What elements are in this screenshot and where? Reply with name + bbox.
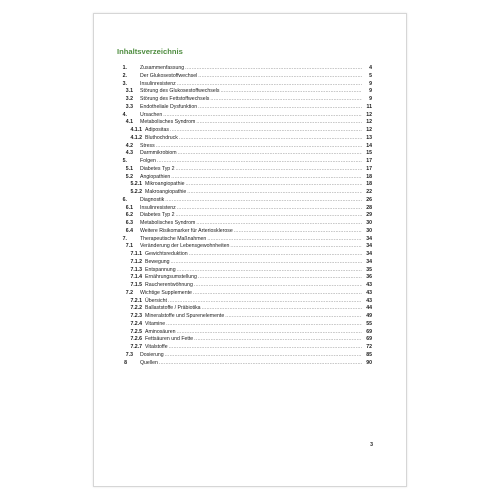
toc-entry-line bbox=[140, 220, 372, 228]
toc-entry bbox=[116, 290, 372, 298]
toc-entry-number: 7.2 bbox=[125, 289, 133, 296]
toc-entry-number: 2. bbox=[122, 72, 127, 79]
toc-entry-title: Folgen bbox=[140, 158, 156, 164]
dot-leader bbox=[163, 112, 362, 120]
toc-entry bbox=[116, 150, 372, 158]
toc-entry-number: 7.2.1 bbox=[130, 297, 142, 304]
toc-entry-number: 5.2.2 bbox=[130, 189, 142, 195]
toc-entry-title: Endotheliale Dysfunktion bbox=[140, 103, 198, 110]
toc-entry-line bbox=[145, 135, 372, 143]
toc-entry-title: Der Glukosestoffwechsel bbox=[140, 72, 198, 79]
toc-entry-page: 13 bbox=[366, 134, 372, 141]
toc-entry-number: 4.1.2 bbox=[130, 134, 142, 141]
toc-entry-number: 7.1.1 bbox=[130, 251, 142, 257]
dot-leader bbox=[165, 352, 362, 360]
toc-entry-line bbox=[145, 298, 372, 306]
toc-entry-line bbox=[140, 73, 372, 81]
dot-leader bbox=[187, 189, 362, 197]
toc-entry-number: 3. bbox=[122, 80, 127, 87]
toc-entry-number: 7.1.2 bbox=[130, 258, 142, 265]
toc-entry-line bbox=[140, 143, 372, 151]
toc-entry-title: Bewegung bbox=[145, 258, 170, 265]
dot-leader bbox=[159, 360, 362, 368]
toc-entry-number: 5.2 bbox=[125, 173, 133, 180]
toc-entry-title: Ernährungsumstellung bbox=[145, 274, 197, 281]
toc-entry-page: 12 bbox=[366, 111, 372, 118]
toc-entry-page: 34 bbox=[366, 235, 372, 242]
dot-leader bbox=[194, 282, 362, 290]
dot-leader bbox=[177, 205, 362, 213]
toc-entry-line bbox=[145, 321, 372, 329]
toc-entry-number: 3.1 bbox=[125, 88, 133, 95]
toc-entry-line bbox=[140, 81, 372, 89]
dot-leader bbox=[177, 81, 362, 89]
toc-entry-page: 43 bbox=[366, 289, 372, 296]
toc-entry-title: Entspannung bbox=[145, 266, 176, 273]
toc-entry-title: Vitalstoffe bbox=[145, 344, 168, 350]
toc-entry-title: Mikroangiopathie bbox=[145, 181, 185, 188]
toc-entry-number: 7.1.4 bbox=[130, 274, 142, 281]
toc-entry-number: 3.3 bbox=[125, 103, 133, 110]
toc-entry bbox=[116, 158, 372, 166]
toc-entry-title: Bluthochdruck bbox=[145, 134, 178, 141]
toc-entry-number: 7.1.5 bbox=[130, 282, 142, 288]
toc-entry-title: Diagnostik bbox=[140, 196, 165, 203]
dot-leader bbox=[179, 135, 362, 143]
toc-entry-number: 6.4 bbox=[125, 227, 133, 234]
toc-entry-page: 44 bbox=[366, 305, 372, 312]
toc-entry bbox=[116, 166, 372, 174]
toc-entry-number: 7.2.7 bbox=[130, 344, 142, 350]
toc-entry bbox=[116, 197, 372, 205]
toc-entry-page: 14 bbox=[366, 142, 372, 149]
dot-leader bbox=[210, 96, 362, 104]
dot-leader bbox=[157, 158, 362, 166]
toc-entry-line bbox=[145, 313, 372, 321]
toc-entry bbox=[116, 189, 372, 197]
toc-entry-number: 6.3 bbox=[125, 220, 133, 226]
toc-entry-number: 4.1.1 bbox=[130, 127, 142, 133]
dot-leader bbox=[177, 329, 362, 337]
dot-leader bbox=[198, 73, 362, 81]
toc-entry-page: 34 bbox=[366, 243, 372, 250]
toc-entry-title: Metabolisches Syndrom bbox=[140, 119, 196, 126]
toc-entry-title: Diabetes Typ 2 bbox=[140, 165, 175, 172]
toc-entry bbox=[116, 360, 372, 368]
toc-entry-line bbox=[140, 150, 372, 158]
page-number: 3 bbox=[370, 442, 373, 448]
toc-entry-number: 7.3 bbox=[125, 351, 133, 358]
toc-entry-number: 8 bbox=[124, 359, 127, 366]
toc-entry-line bbox=[145, 344, 372, 352]
toc-entry-title: Störung des Fettstoffwechsels bbox=[140, 96, 210, 102]
dot-leader bbox=[176, 166, 362, 174]
toc-entry-number: 4.2 bbox=[125, 142, 133, 149]
toc-entry-page: 12 bbox=[366, 119, 372, 126]
toc-entry-number: 1. bbox=[122, 65, 127, 71]
toc-entry bbox=[116, 73, 372, 81]
toc-entry bbox=[116, 259, 372, 267]
dot-leader bbox=[177, 267, 362, 275]
toc-entry-number: 6.1 bbox=[125, 204, 133, 211]
toc-entry-number: 7.2.2 bbox=[130, 305, 142, 312]
toc-entry-page: 12 bbox=[366, 127, 372, 133]
toc-entry bbox=[116, 212, 372, 220]
toc-entry-number: 5. bbox=[122, 158, 127, 164]
toc-entry-line bbox=[140, 360, 372, 368]
dot-leader bbox=[194, 336, 362, 344]
toc-entry-title: Stress bbox=[140, 142, 155, 149]
toc-entry bbox=[116, 336, 372, 344]
toc-entry bbox=[116, 88, 372, 96]
toc-entry bbox=[116, 96, 372, 104]
toc-entry-page: 11 bbox=[366, 103, 372, 110]
toc-entry-page: 90 bbox=[366, 359, 372, 366]
toc-entry-page: 34 bbox=[366, 251, 372, 257]
toc-entry bbox=[116, 344, 372, 352]
toc-entry-page: 9 bbox=[369, 80, 372, 87]
toc-entry bbox=[116, 282, 372, 290]
toc-entry-title: Therapeutische Maßnahmen bbox=[140, 235, 207, 242]
toc-entry-line bbox=[140, 236, 372, 244]
dot-leader bbox=[189, 251, 362, 259]
toc-entry bbox=[116, 251, 372, 259]
table-of-contents bbox=[116, 65, 372, 367]
dot-leader bbox=[198, 104, 362, 112]
toc-entry-title: Insulinresistenz bbox=[140, 80, 176, 87]
toc-entry-line bbox=[140, 205, 372, 213]
toc-entry bbox=[116, 127, 372, 135]
dot-leader bbox=[202, 305, 362, 313]
toc-entry-line bbox=[145, 189, 372, 197]
toc-entry-line bbox=[145, 274, 372, 282]
toc-entry-title: Mineralstoffe und Spurenelemente bbox=[145, 313, 225, 319]
toc-entry-title: Angiopathien bbox=[140, 173, 171, 180]
toc-entry-title: Quellen bbox=[140, 359, 158, 366]
dot-leader bbox=[196, 119, 362, 127]
toc-entry bbox=[116, 220, 372, 228]
toc-entry-page: 30 bbox=[366, 220, 372, 226]
toc-entry-title: Darmmikrobiom bbox=[140, 150, 177, 157]
toc-entry-title: Ursachen bbox=[140, 111, 163, 118]
toc-entry-title: Störung des Glukosestoffwechsels bbox=[140, 88, 220, 95]
toc-entry-page: 18 bbox=[366, 181, 372, 188]
dot-leader bbox=[169, 344, 362, 352]
toc-entry bbox=[116, 329, 372, 337]
toc-entry-line bbox=[145, 267, 372, 275]
toc-entry-page: 43 bbox=[366, 282, 372, 288]
toc-entry-page: 55 bbox=[366, 320, 372, 327]
toc-entry-line bbox=[140, 104, 372, 112]
toc-entry-page: 17 bbox=[366, 158, 372, 164]
toc-entry-line bbox=[145, 336, 372, 344]
toc-entry-number: 7.2.4 bbox=[130, 320, 142, 327]
toc-entry bbox=[116, 352, 372, 360]
toc-entry-title: Makroangiopathie bbox=[145, 189, 187, 195]
dot-leader bbox=[171, 259, 362, 267]
toc-entry-line bbox=[140, 112, 372, 120]
toc-entry-title: Metabolisches Syndrom bbox=[140, 220, 196, 226]
toc-entry-line bbox=[145, 127, 372, 135]
toc-entry-title: Insulinresistenz bbox=[140, 204, 176, 211]
dot-leader bbox=[186, 181, 362, 189]
toc-entry-line bbox=[140, 243, 372, 251]
toc-entry-line bbox=[145, 282, 372, 290]
dot-leader bbox=[193, 290, 362, 298]
toc-entry-title: Übersicht bbox=[145, 297, 167, 304]
toc-entry-title: Adipositas bbox=[145, 127, 169, 133]
toc-entry-line bbox=[140, 352, 372, 360]
toc-entry-line bbox=[145, 329, 372, 337]
toc-entry-title: Gewichtsreduktion bbox=[145, 251, 188, 257]
toc-entry-number: 7. bbox=[122, 235, 127, 242]
dot-leader bbox=[225, 313, 362, 321]
toc-entry-page: 29 bbox=[366, 212, 372, 219]
toc-entry-title: Weitere Risikomarker für Arteriosklerose bbox=[140, 227, 233, 234]
toc-entry bbox=[116, 143, 372, 151]
toc-entry-page: 22 bbox=[366, 189, 372, 195]
toc-entry bbox=[116, 181, 372, 189]
toc-entry-page: 34 bbox=[366, 258, 372, 265]
toc-entry-number: 5.2.1 bbox=[130, 181, 142, 188]
toc-entry-page: 4 bbox=[369, 65, 372, 71]
toc-entry-page: 69 bbox=[366, 336, 372, 343]
toc-entry-line bbox=[140, 197, 372, 205]
toc-entry-number: 3.2 bbox=[125, 96, 133, 102]
toc-entry bbox=[116, 236, 372, 244]
toc-entry-title: Diabetes Typ 2 bbox=[140, 212, 175, 219]
toc-entry-title: Wichtige Supplemente bbox=[140, 289, 192, 296]
toc-entry-page: 9 bbox=[369, 96, 372, 102]
toc-entry-page: 49 bbox=[366, 313, 372, 319]
toc-entry-line bbox=[140, 96, 372, 104]
toc-entry-number: 6. bbox=[122, 196, 127, 203]
toc-entry bbox=[116, 119, 372, 127]
toc-entry-line bbox=[140, 212, 372, 220]
toc-entry-title: Vitamine bbox=[145, 320, 166, 327]
toc-entry-page: 17 bbox=[366, 165, 372, 172]
toc-entry-page: 18 bbox=[366, 173, 372, 180]
toc-entry bbox=[116, 174, 372, 182]
toc-entry-number: 7.1 bbox=[125, 243, 133, 250]
dot-leader bbox=[176, 212, 362, 220]
toc-entry-number: 5.1 bbox=[125, 165, 133, 172]
dot-leader bbox=[185, 65, 362, 73]
toc-entry-number: 7.1.3 bbox=[130, 266, 142, 273]
toc-entry-page: 15 bbox=[366, 150, 372, 157]
dot-leader bbox=[230, 243, 362, 251]
toc-entry-line bbox=[140, 158, 372, 166]
toc-entry-title: Veränderung der Lebensgewohnheiten bbox=[140, 243, 230, 250]
dot-leader bbox=[198, 274, 362, 282]
toc-entry-line bbox=[145, 305, 372, 313]
toc-entry-number: 4.3 bbox=[125, 150, 133, 157]
document-page bbox=[93, 13, 407, 487]
toc-entry-number: 7.2.3 bbox=[130, 313, 142, 319]
toc-entry-title: Fettsäuren und Fette bbox=[145, 336, 194, 343]
toc-entry-page: 28 bbox=[366, 204, 372, 211]
toc-entry-title: Ballaststoffe / Präbiotika bbox=[145, 305, 201, 312]
dot-leader bbox=[168, 298, 362, 306]
toc-entry-number: 4. bbox=[122, 111, 127, 118]
toc-entry-line bbox=[140, 290, 372, 298]
toc-entry-number: 7.2.6 bbox=[130, 336, 142, 343]
toc-entry bbox=[116, 313, 372, 321]
toc-entry-line bbox=[140, 65, 372, 73]
dot-leader bbox=[178, 150, 362, 158]
dot-leader bbox=[207, 236, 362, 244]
toc-entry bbox=[116, 81, 372, 89]
toc-entry bbox=[116, 228, 372, 236]
toc-entry-page: 9 bbox=[369, 88, 372, 95]
toc-entry-number: 4.1 bbox=[125, 119, 133, 126]
toc-entry-page: 30 bbox=[366, 227, 372, 234]
dot-leader bbox=[166, 321, 362, 329]
toc-entry-page: 36 bbox=[366, 274, 372, 281]
toc-entry bbox=[116, 65, 372, 73]
dot-leader bbox=[171, 174, 362, 182]
toc-entry bbox=[116, 298, 372, 306]
toc-entry-title: Zusammenfassung bbox=[140, 65, 185, 71]
toc-entry-page: 5 bbox=[369, 72, 372, 79]
toc-entry-line bbox=[145, 181, 372, 189]
toc-entry-page: 69 bbox=[366, 328, 372, 335]
toc-entry bbox=[116, 243, 372, 251]
toc-entry-number: 6.2 bbox=[125, 212, 133, 219]
toc-entry-title: Dosierung bbox=[140, 351, 164, 358]
dot-leader bbox=[234, 228, 362, 236]
toc-entry bbox=[116, 205, 372, 213]
toc-entry bbox=[116, 274, 372, 282]
toc-entry-title: Aminosäuren bbox=[145, 328, 176, 335]
toc-entry-page: 72 bbox=[366, 344, 372, 350]
toc-entry-line bbox=[140, 119, 372, 127]
toc-entry-page: 85 bbox=[366, 351, 372, 358]
dot-leader bbox=[221, 88, 363, 96]
toc-entry-line bbox=[140, 166, 372, 174]
toc-entry bbox=[116, 305, 372, 313]
toc-entry-title: Raucherentwöhnung bbox=[145, 282, 193, 288]
toc-entry-line bbox=[140, 228, 372, 236]
toc-entry bbox=[116, 267, 372, 275]
dot-leader bbox=[196, 220, 362, 228]
toc-entry bbox=[116, 135, 372, 143]
page-title: Inhaltsverzeichnis bbox=[117, 47, 183, 56]
toc-entry bbox=[116, 321, 372, 329]
toc-entry bbox=[116, 104, 372, 112]
dot-leader bbox=[156, 143, 362, 151]
toc-entry-line bbox=[140, 88, 372, 96]
toc-entry bbox=[116, 112, 372, 120]
toc-entry-page: 26 bbox=[366, 196, 372, 203]
toc-entry-number: 7.2.5 bbox=[130, 328, 142, 335]
toc-entry-page: 43 bbox=[366, 297, 372, 304]
toc-entry-line bbox=[145, 259, 372, 267]
toc-entry-page: 35 bbox=[366, 266, 372, 273]
dot-leader bbox=[170, 127, 362, 135]
toc-entry-line bbox=[140, 174, 372, 182]
toc-entry-line bbox=[145, 251, 372, 259]
dot-leader bbox=[165, 197, 362, 205]
